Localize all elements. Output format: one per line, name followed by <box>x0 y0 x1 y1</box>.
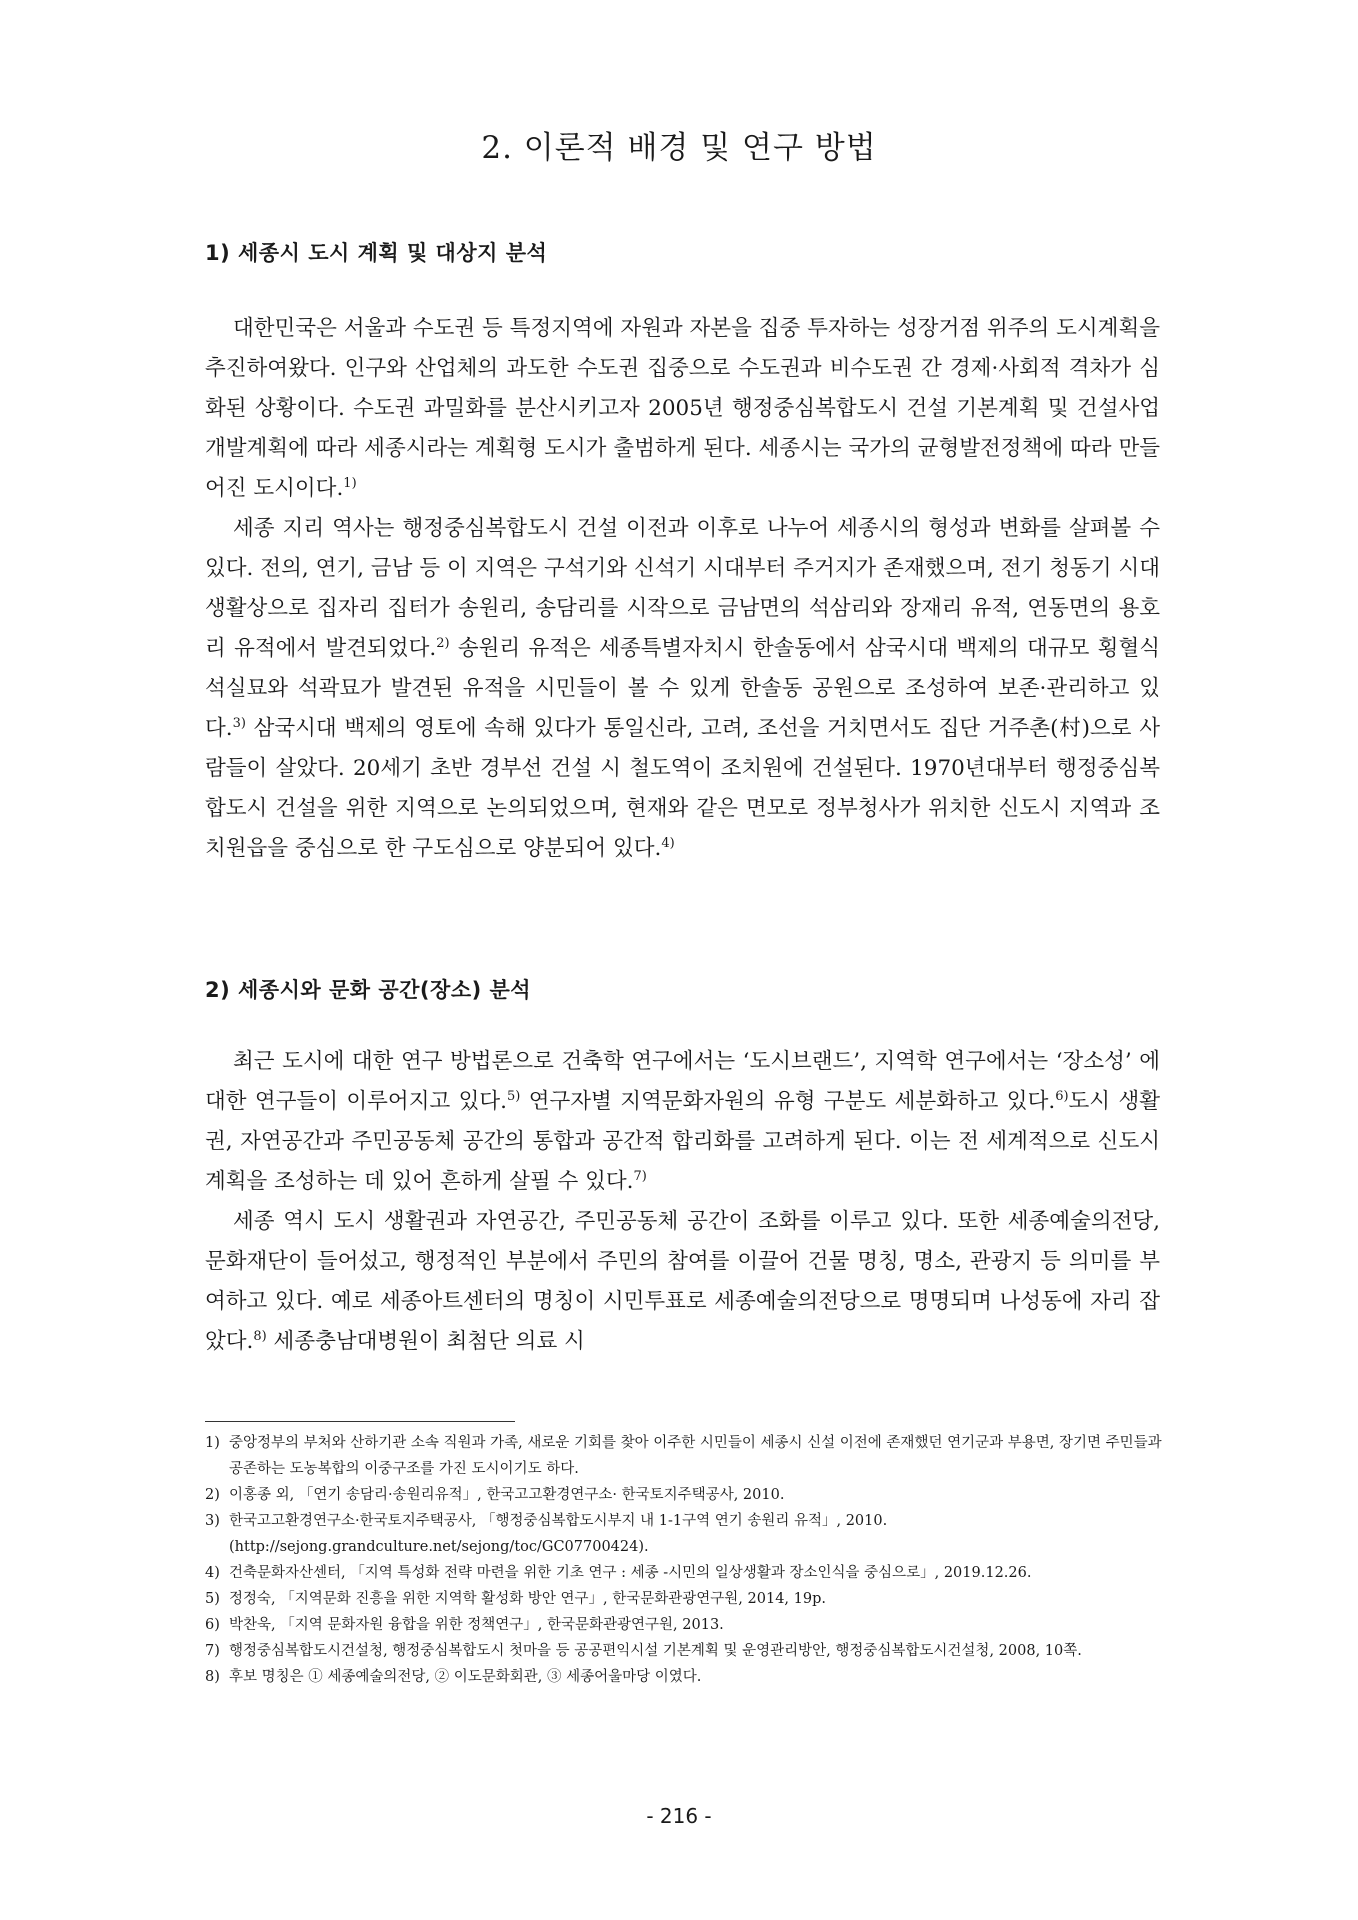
footnote-text: 이홍종 외, 「연기 송담리·송원리유적」, 한국고고환경연구소· 한국토지주택공사, 2010. <box>229 1487 785 1503</box>
footnote-text: 한국고고환경연구소·한국토지주택공사, 「행정중심복합도시부지 내 1-1구역 연기 송원리 유적」, 2010. (http://sejong.grandculture.net/sejong/toc/GC07700424). <box>229 1513 888 1555</box>
footnote-item <box>205 1638 1165 1664</box>
footnote-number: 4) <box>205 1565 220 1581</box>
footnote-ref[interactable]: 3) <box>232 715 246 731</box>
footnote-item <box>205 1430 1165 1482</box>
footnote-number: 1) <box>205 1435 220 1451</box>
section-heading-2: 2) 세종시와 문화 공간(장소) 분석 <box>205 978 532 1002</box>
footnote-number: 5) <box>205 1591 220 1607</box>
chapter-title: 2. 이론적 배경 및 연구 방법 <box>481 130 877 166</box>
footnote-ref[interactable]: 2) <box>436 635 450 651</box>
footnote-number: 8) <box>205 1669 220 1685</box>
section-1-body <box>205 309 1160 869</box>
footnote-item <box>205 1560 1165 1586</box>
footnote-ref[interactable]: 7) <box>633 1168 647 1184</box>
footnote-item <box>205 1508 1165 1560</box>
footnote-number: 6) <box>205 1617 220 1633</box>
footnote-text: 정정숙, 「지역문화 진흥을 위한 지역학 활성화 방안 연구」, 한국문화관광연구원, 2014, 19p. <box>229 1591 826 1607</box>
footnote-text: 중앙정부의 부처와 산하기관 소속 직원과 가족, 새로운 기회를 찾아 이주한 시민들이 세종시 신설 이전에 존재했던 연기군과 부용면, 장기면 주민들과 공존하는 도농복합의 이중구조를 가진 도시이기도 하다. <box>229 1435 1162 1477</box>
footnote-list <box>205 1430 1165 1690</box>
footnote-item <box>205 1612 1165 1638</box>
footnote-number: 3) <box>205 1513 220 1529</box>
footnote-number: 2) <box>205 1487 220 1503</box>
footnote-item <box>205 1482 1165 1508</box>
footnote-text: 건축문화자산센터, 「지역 특성화 전략 마련을 위한 기초 연구 : 세종 -시민의 일상생활과 장소인식을 중심으로」, 2019.12.26. <box>229 1565 1032 1581</box>
footnote-text: 행정중심복합도시건설청, 행정중심복합도시 첫마을 등 공공편익시설 기본계획 및 운영관리방안, 행정중심복합도시건설청, 2008, 10쪽. <box>229 1643 1082 1659</box>
footnote-divider <box>205 1421 515 1422</box>
footnote-ref[interactable]: 1) <box>343 475 357 491</box>
paragraph: 대한민국은 서울과 수도권 등 특정지역에 자원과 자본을 집중 투자하는 성장거점 위주의 도시계획을 추진하여왔다. 인구와 산업체의 과도한 수도권 집중으로 수도권과 비수도권 간 경제·사회적 격차가 심화된 상황이다. 수도권 과밀화를 분산시키고자 2005년 행정중심복합도시 건설 기본계획 및 건설사업 개발계획에 따라 세종시라는 계획형 도시가 출범하게 된다. 세종시는 국가의 균형발전정책에 따라 만들어진 도시이다.$^{1)}$ <box>205 316 1160 501</box>
page-number: - 216 - <box>646 1804 712 1828</box>
footnote-ref[interactable]: 6) <box>1055 1088 1069 1104</box>
section-2-body <box>205 1042 1160 1362</box>
footnote-number: 7) <box>205 1643 220 1659</box>
footnote-text: 박찬욱, 「지역 문화자원 융합을 위한 정책연구」, 한국문화관광연구원, 2013. <box>229 1617 724 1633</box>
paragraph: 세종 역시 도시 생활권과 자연공간, 주민공동체 공간이 조화를 이루고 있다. 또한 세종예술의전당, 문화재단이 들어섰고, 행정적인 부분에서 주민의 참여를 이끌어 건물 명칭, 명소, 관광지 등 의미를 부여하고 있다. 예로 세종아트센터의 명칭이 시민투표로 세종예술의전당으로 명명되며 나성동에 자리 잡았다.$^{8)}$ 세종충남대병원이 최첨단 의료 시 <box>205 1209 1160 1354</box>
footnote-item <box>205 1664 1165 1690</box>
footnote-ref[interactable]: 4) <box>661 835 675 851</box>
section-heading-1: 1) 세종시 도시 계획 및 대상지 분석 <box>205 241 548 265</box>
paragraph: 최근 도시에 대한 연구 방법론으로 건축학 연구에서는 ‘도시브랜드’, 지역학 연구에서는 ‘장소성’ 에 대한 연구들이 이루어지고 있다.$^{5)}$ 연구자별 지역문화자원의 유형 구분도 세분화하고 있다.$^{6)}$도시 생활권, 자연공간과 주민공동체 공간의 통합과 공간적 합리화를 고려하게 된다. 이는 전 세계적으로 신도시 계획을 조성하는 데 있어 흔하게 살필 수 있다.$^{7)}$ <box>205 1049 1160 1194</box>
paragraph: 세종 지리 역사는 행정중심복합도시 건설 이전과 이후로 나누어 세종시의 형성과 변화를 살펴볼 수 있다. 전의, 연기, 금남 등 이 지역은 구석기와 신석기 시대부터 주거지가 존재했으며, 전기 청동기 시대 생활상으로 집자리 집터가 송원리, 송담리를 시작으로 금남면의 석삼리와 장재리 유적, 연동면의 용호리 유적에서 발견되었다.$^{2)}$ 송원리 유적은 세종특별자치시 한솔동에서 삼국시대 백제의 대규모 횡혈식석실묘와 석곽묘가 발견된 유적을 시민들이 볼 수 있게 한솔동 공원으로 조성하여 보존·관리하고 있다.$^{3)}$ 삼국시대 백제의 영토에 속해 있다가 통일신라, 고려, 조선을 거치면서도 집단 거주촌(村)으로 사람들이 살았다. 20세기 초반 경부선 건설 시 철도역이 조치원에 건설된다. 1970년대부터 행정중심복합도시 건설을 위한 지역으로 논의되었으며, 현재와 같은 면모로 정부청사가 위치한 신도시 지역과 조치원읍을 중심으로 한 구도심으로 양분되어 있다.$^{4)}$ <box>205 516 1160 861</box>
footnote-ref[interactable]: 5) <box>507 1088 521 1104</box>
footnote-text: 후보 명칭은 ① 세종예술의전당, ② 이도문화회관, ③ 세종어울마당 이였다. <box>229 1669 702 1685</box>
footnote-item <box>205 1586 1165 1612</box>
footnote-ref[interactable]: 8) <box>253 1328 267 1344</box>
